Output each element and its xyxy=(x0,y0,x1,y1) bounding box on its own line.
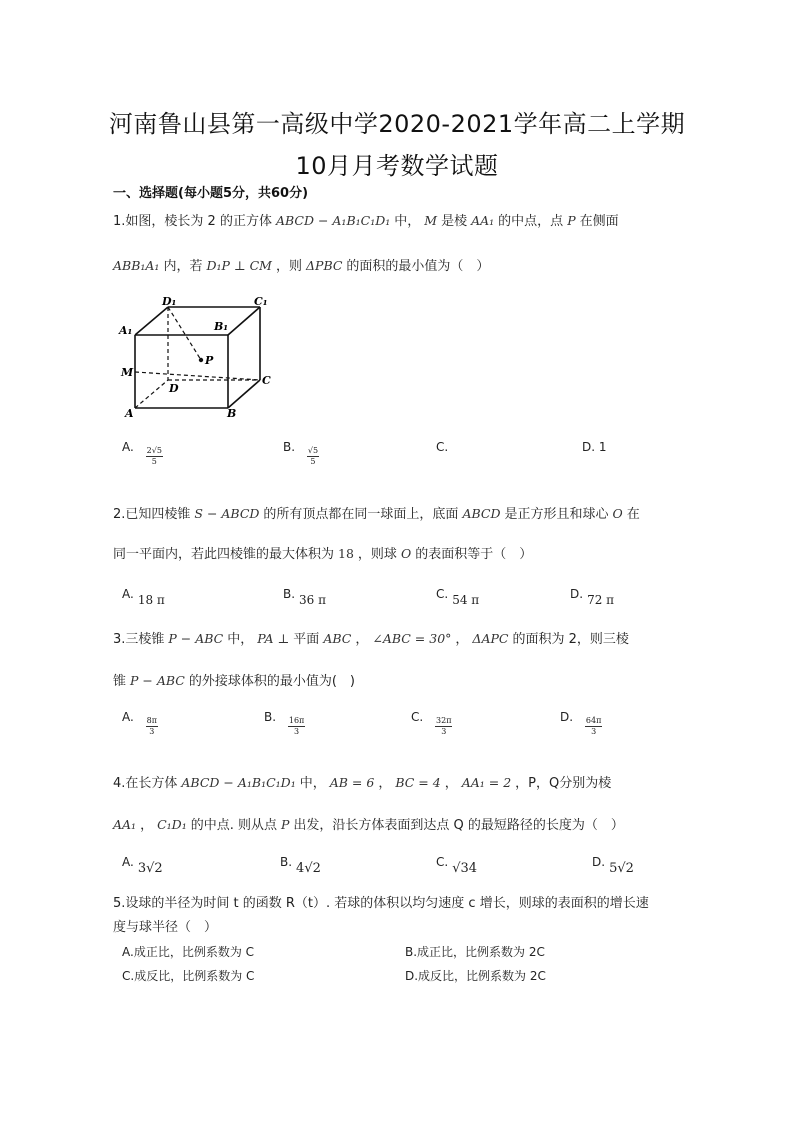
label-p: P xyxy=(205,354,214,367)
section-heading: 一、选择题(每小题5分，共60分) xyxy=(113,186,309,201)
q4-option-a[interactable] xyxy=(122,855,163,876)
q2-option-c-value: 54 π xyxy=(452,593,480,607)
q4-option-d-label: D. xyxy=(592,855,606,869)
question-1-line-1 xyxy=(113,210,619,229)
page-title-line1: 河南鲁山县第一高级中学2020-2021学年高二上学期 xyxy=(108,110,686,138)
q3-option-d[interactable] xyxy=(560,710,602,737)
q1-math-1: ABCD − A₁B₁C₁D₁ xyxy=(275,213,391,228)
q4-text-2: 中， xyxy=(299,776,326,791)
question-2-line-1 xyxy=(113,503,640,522)
q2-option-b[interactable] xyxy=(283,587,326,607)
label-d1: D₁ xyxy=(162,295,177,308)
q3-text-7: 锥 xyxy=(113,674,127,689)
q2-math-1: S − ABCD xyxy=(194,506,260,521)
question-5-line-2: 度与球半径（ ） xyxy=(113,920,218,935)
q4-math-2: AB = 6 xyxy=(329,775,375,790)
q3-math-1: P − ABC xyxy=(168,631,224,646)
q1-option-b-denominator: 5 xyxy=(310,457,316,466)
q1-text-5: 在侧面 xyxy=(579,214,619,229)
q3-math-5: ΔAPC xyxy=(472,631,509,646)
q4-text-4: ， xyxy=(444,776,458,791)
q3-option-c[interactable] xyxy=(411,710,452,737)
label-d: D xyxy=(169,382,179,395)
q4-text-1: 4.在长方体 xyxy=(113,776,178,791)
q1-option-d-value: 1 xyxy=(598,440,607,454)
label-c: C xyxy=(262,374,271,387)
q1-option-d-label: D. xyxy=(582,440,596,454)
q2-option-b-label: B. xyxy=(283,587,296,601)
q1-option-c-label: C. xyxy=(436,440,449,454)
question-2-line-2 xyxy=(113,543,532,562)
q1-option-a-numerator: 2√5 xyxy=(146,446,162,455)
q5-option-b[interactable]: B.成正比，比例系数为 2C xyxy=(405,945,545,959)
q1-text-4: 的中点，点 xyxy=(498,214,564,229)
q1-text-7: ，则 xyxy=(275,259,302,274)
cube-figure xyxy=(113,292,283,422)
q5-option-d[interactable]: D.成反比，比例系数为 2C xyxy=(405,969,546,983)
q4-math-1: ABCD − A₁B₁C₁D₁ xyxy=(181,775,296,790)
q2-option-b-value: 36 π xyxy=(299,593,327,607)
q4-option-b-value: 4√2 xyxy=(296,861,321,876)
q4-text-8: 出发，沿长方体表面到达点 Q 的最短路径的长度为（ ） xyxy=(293,818,624,833)
question-3-line-2 xyxy=(113,670,355,689)
q4-text-5: ，P，Q分别为棱 xyxy=(515,776,612,791)
q2-option-d-label: D. xyxy=(570,587,584,601)
q4-text-6: ， xyxy=(140,818,154,833)
q2-option-a-label: A. xyxy=(122,587,134,601)
q4-text-3: ， xyxy=(378,776,392,791)
q1-text-3: 是棱 xyxy=(441,214,468,229)
q1-option-b-label: B. xyxy=(283,440,296,454)
q1-option-a-label: A. xyxy=(122,440,134,454)
question-3-line-1 xyxy=(113,628,629,647)
q2-option-d[interactable] xyxy=(570,587,614,607)
q3-text-8: 的外接球体积的最小值为( ) xyxy=(188,674,356,689)
q4-option-a-value: 3√2 xyxy=(137,861,163,876)
q2-math-2: ABCD xyxy=(462,506,501,521)
q3-option-b-label: B. xyxy=(264,710,277,724)
q2-text-4: 在 xyxy=(626,507,640,522)
q3-option-d-label: D. xyxy=(560,710,574,724)
q2-text-3: 是正方形且和球心 xyxy=(504,507,609,522)
q3-text-3: 平面 xyxy=(293,632,320,647)
q4-option-d-value: 5√2 xyxy=(609,861,634,876)
q1-math-4: P xyxy=(567,213,576,228)
q2-text-7: 的表面积等于（ ） xyxy=(415,547,533,562)
q1-option-a[interactable] xyxy=(122,440,163,467)
q2-option-c[interactable] xyxy=(436,587,479,607)
q3-option-c-numerator: 32π xyxy=(436,716,452,725)
q3-text-5: ， xyxy=(455,632,469,647)
q1-option-b-numerator: √5 xyxy=(307,446,319,455)
q2-text-6: ，则球 xyxy=(357,547,397,562)
q4-option-c-value: √34 xyxy=(452,861,478,876)
q4-math-7: P xyxy=(280,817,290,832)
q3-text-6: 的面积为 2，则三棱 xyxy=(512,632,629,647)
q1-math-3: AA₁ xyxy=(471,213,495,228)
label-b: B xyxy=(227,407,237,420)
q3-option-c-denominator: 3 xyxy=(441,727,447,736)
q3-option-a[interactable] xyxy=(122,710,158,737)
q3-option-c-label: C. xyxy=(411,710,424,724)
q1-text-1: 1.如图，棱长为 2 的正方体 xyxy=(113,214,272,229)
question-4-line-2 xyxy=(113,814,624,833)
q4-option-a-label: A. xyxy=(122,855,134,869)
q4-option-c[interactable] xyxy=(436,855,477,876)
q3-math-3: ABC xyxy=(323,631,352,646)
q1-option-c[interactable] xyxy=(436,440,448,454)
page-title-line2: 10月月考数学试题 xyxy=(295,152,499,180)
q2-option-a-value: 18 π xyxy=(137,593,165,607)
q1-option-d[interactable] xyxy=(582,440,607,454)
q3-option-d-denominator: 3 xyxy=(591,727,597,736)
label-b1: B₁ xyxy=(214,320,229,333)
q2-math-5: O xyxy=(400,546,412,561)
q3-math-4: ∠ABC = 30° xyxy=(372,631,452,646)
q1-math-5: ABB₁A₁ xyxy=(113,258,160,273)
q1-text-2: 中， xyxy=(394,214,421,229)
q3-text-2: 中， xyxy=(227,632,254,647)
q4-option-b-label: B. xyxy=(280,855,293,869)
q4-option-c-label: C. xyxy=(436,855,449,869)
q3-math-2: PA ⊥ xyxy=(257,631,290,646)
q5-option-a[interactable]: A.成正比，比例系数为 C xyxy=(122,945,255,959)
q2-text-1: 2.已知四棱锥 xyxy=(113,507,191,522)
q1-text-8: 的面积的最小值为（ ） xyxy=(346,259,490,274)
q3-option-b-numerator: 16π xyxy=(288,716,305,725)
question-5-line-1: 5.设球的半径为时间 t 的函数 R（t）. 若球的体积以均匀速度 c 增长，则球的表面积的增长速 xyxy=(113,896,649,911)
q2-text-5: 同一平面内，若此四棱锥的最大体积为 xyxy=(113,547,335,562)
q1-option-b[interactable] xyxy=(283,440,319,467)
q4-math-4: AA₁ = 2 xyxy=(461,775,512,790)
label-a1: A₁ xyxy=(119,324,133,337)
q3-text-4: ， xyxy=(355,632,369,647)
q4-option-b[interactable] xyxy=(280,855,321,876)
q1-math-6: D₁P ⊥ CM xyxy=(206,258,272,273)
q4-text-7: 的中点. 则从点 xyxy=(190,818,277,833)
q2-option-c-label: C. xyxy=(436,587,449,601)
q4-option-d[interactable] xyxy=(592,855,634,876)
q4-math-6: C₁D₁ xyxy=(157,817,187,832)
q1-option-a-denominator: 5 xyxy=(151,457,157,466)
q4-math-3: BC = 4 xyxy=(395,775,441,790)
q2-option-a[interactable] xyxy=(122,587,165,607)
q2-text-2: 的所有顶点都在同一球面上，底面 xyxy=(263,507,459,522)
q3-math-6: P − ABC xyxy=(130,673,185,688)
q5-option-c[interactable]: C.成反比，比例系数为 C xyxy=(122,969,255,983)
label-c1: C₁ xyxy=(254,295,268,308)
q3-option-b[interactable] xyxy=(264,710,305,737)
q3-option-d-numerator: 64π xyxy=(585,716,602,725)
q1-math-2: M xyxy=(424,213,438,228)
q1-text-6: 内，若 xyxy=(163,259,203,274)
q3-text-1: 3.三棱锥 xyxy=(113,632,165,647)
q4-math-5: AA₁ xyxy=(113,817,137,832)
q2-math-3: O xyxy=(612,506,623,521)
q1-math-7: ΔPBC xyxy=(306,258,343,273)
question-1-line-2 xyxy=(113,255,489,274)
label-m: M xyxy=(121,366,134,379)
q2-math-4: 18 xyxy=(338,546,354,561)
q2-option-d-value: 72 π xyxy=(587,593,615,607)
q3-option-a-label: A. xyxy=(122,710,134,724)
q3-option-a-numerator: 8π xyxy=(146,716,157,725)
q3-option-a-denominator: 3 xyxy=(149,727,155,736)
q3-option-b-denominator: 3 xyxy=(294,727,300,736)
question-4-line-1 xyxy=(113,772,611,791)
label-a: A xyxy=(125,407,134,420)
